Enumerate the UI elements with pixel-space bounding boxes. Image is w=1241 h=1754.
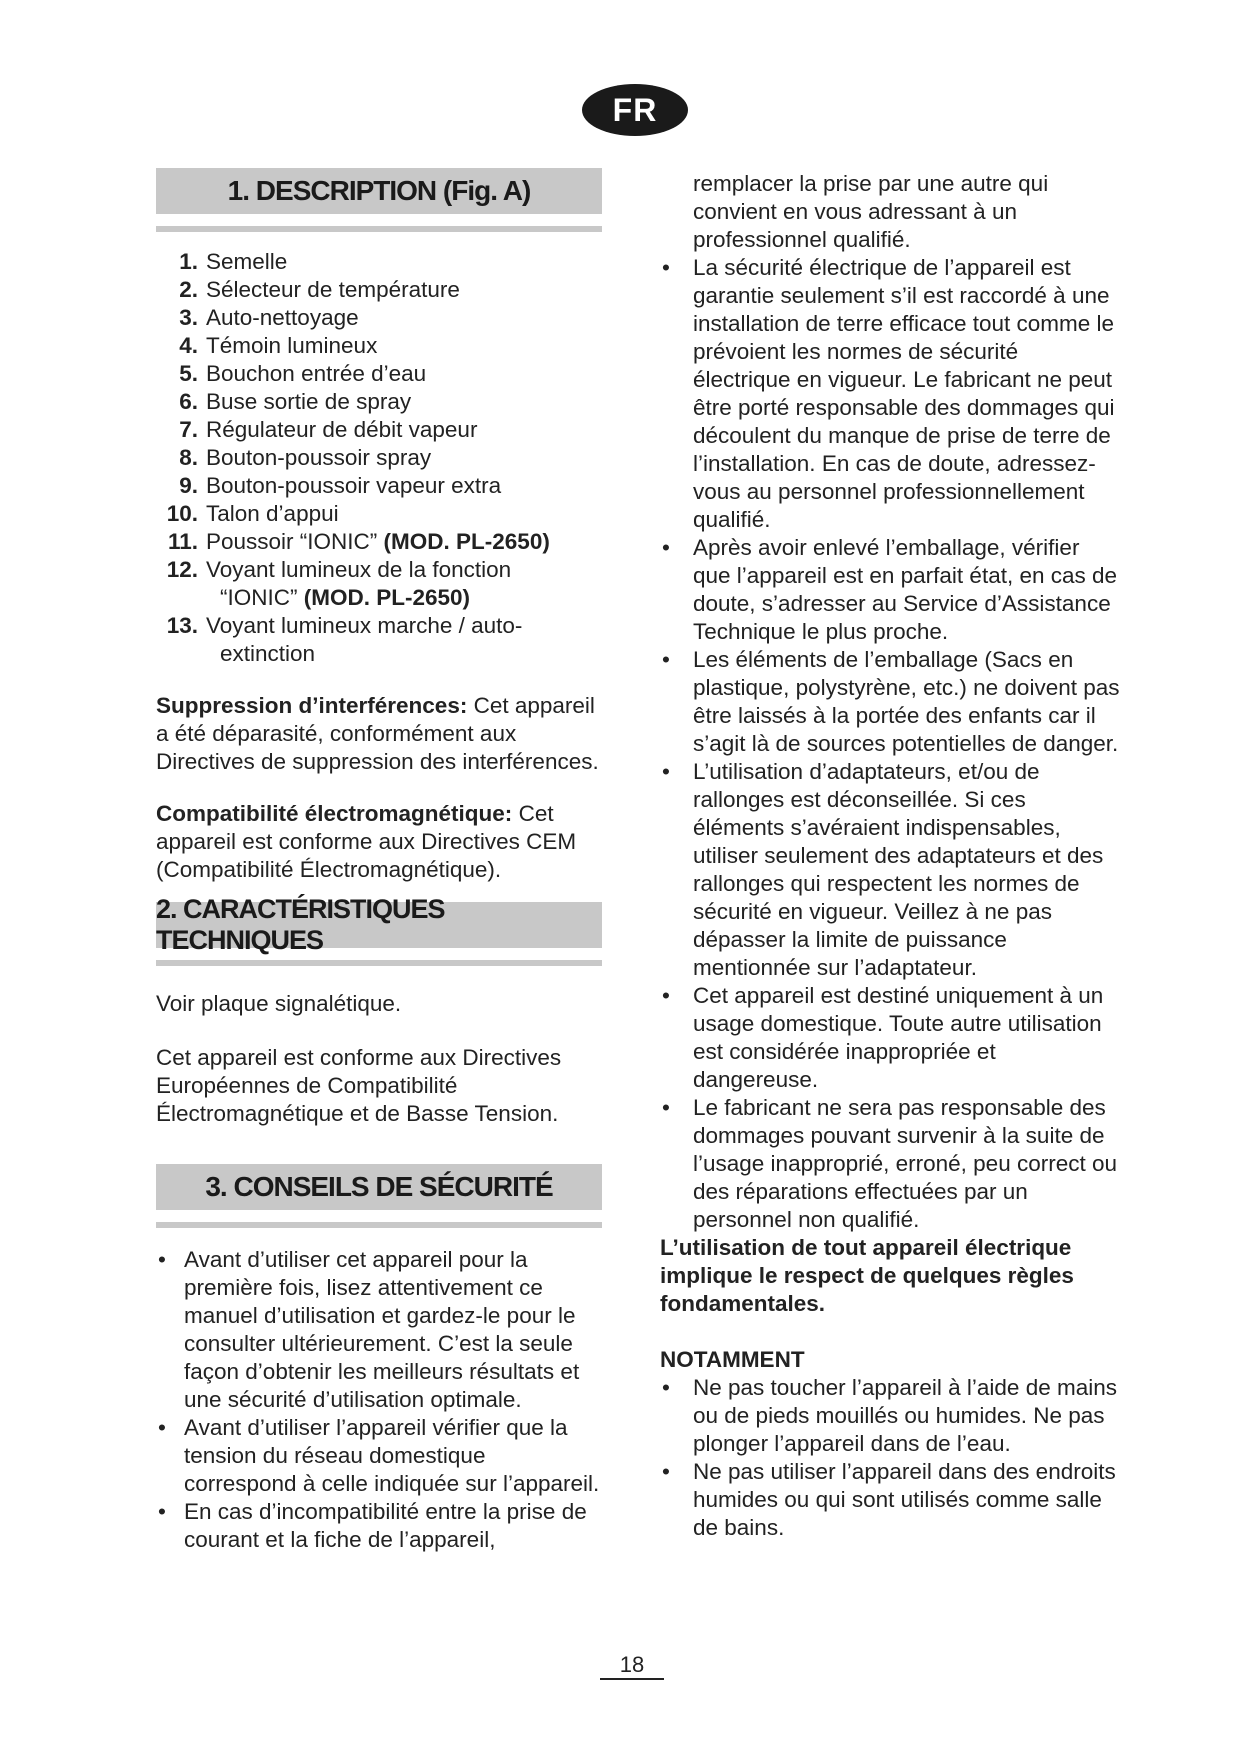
list-item: 9. Bouton-poussoir vapeur extra — [179, 473, 502, 498]
list-item: • Le fabricant ne sera pas responsable des dommages pouvant survenir à la suite de l’usage inapproprié, erroné, peu correct ou des réparations effectuées par un personnel non qualifié. — [660, 1094, 1120, 1234]
cem-label: Compatibilité électromagnétique: — [156, 801, 513, 826]
list-item-continuation: “IONIC” (MOD. PL-2650) — [220, 585, 471, 610]
section-1-title: 1. DESCRIPTION (Fig. A) — [156, 168, 602, 214]
list-item: • Ne pas toucher l’appareil à l’aide de mains ou de pieds mouillés ou humides. Ne pas plonger l’appareil dans de l’eau. — [660, 1374, 1120, 1458]
list-item: • Avant d’utiliser cet appareil pour la première fois, lisez attentivement ce manuel d’utilisation et gardez-le pour le consulter ultérieurement. C’est la seule façon d’obtenir les meilleurs résultats et une sécurité d’utilisation optimale. — [156, 1246, 602, 1414]
left-column — [156, 168, 602, 1554]
safety-bullets-right — [660, 254, 1120, 1234]
list-item: • La sécurité électrique de l’appareil est garantie seulement s’il est raccordé à une installation de terre efficace tout comme le prévoient les normes de sécurité électrique en vigueur. Le fabricant ne peut être porté responsable des dommages qui découlent du manque de prise de terre de l’installation. En cas de doute, adressez-vous au personnel professionnellement qualifié. — [660, 254, 1120, 534]
safety-bullets-left — [156, 1246, 602, 1554]
section-2-title: 2. CARACTÉRISTIQUES TECHNIQUES — [156, 902, 602, 948]
technical-p1: Voir plaque signalétique. — [156, 991, 402, 1016]
list-item: • Les éléments de l’emballage (Sacs en plastique, polystyrène, etc.) ne doivent pas être laissés à la portée des enfants car il s’agit là de sources potentielles de danger. — [660, 646, 1120, 758]
parts-list — [156, 248, 602, 668]
cem-paragraph: Compatibilité électromagnétique: Cet appareil est conforme aux Directives CEM (Compatibilité Électromagnétique). — [156, 801, 577, 882]
suppression-label: Suppression d’interférences: — [156, 693, 468, 718]
page-number: 18 — [600, 1652, 664, 1680]
list-item: 10. Talon d’appui — [166, 501, 339, 526]
notamment-bullets — [660, 1374, 1120, 1542]
notamment-heading: NOTAMMENT — [660, 1347, 805, 1372]
list-item: 13. Voyant lumineux marche / auto- — [166, 613, 523, 638]
list-item: 2. Sélecteur de température — [179, 277, 460, 302]
list-item: 4. Témoin lumineux — [179, 333, 378, 358]
list-item: 1. Semelle — [179, 249, 288, 274]
list-item: • Après avoir enlevé l’emballage, vérifier que l’appareil est en parfait état, en cas de doute, s’adresser au Service d’Assistance Technique le plus proche. — [660, 534, 1120, 646]
technical-p2: Cet appareil est conforme aux Directives Européennes de Compatibilité Électromagnétique et de Basse Tension. — [156, 1045, 562, 1126]
section-1-rule — [156, 226, 602, 232]
list-item: • Avant d’utiliser l’appareil vérifier que la tension du réseau domestique correspond à celle indiquée sur l’appareil. — [156, 1414, 602, 1498]
list-item: • Cet appareil est destiné uniquement à un usage domestique. Toute autre utilisation est considérée inappropriée et dangereuse. — [660, 982, 1120, 1094]
list-item-continuation: extinction — [220, 641, 316, 666]
section-3-rule — [156, 1222, 602, 1228]
rule-statement: L’utilisation de tout appareil électrique implique le respect de quelques règles fondamentales. — [660, 1235, 1074, 1316]
list-item: 6. Buse sortie de spray — [179, 389, 412, 414]
language-badge: FR — [582, 84, 688, 136]
right-column — [660, 168, 1120, 1542]
list-item: 3. Auto-nettoyage — [179, 305, 359, 330]
section-2-rule — [156, 960, 602, 966]
list-item: 5. Bouchon entrée d’eau — [179, 361, 427, 386]
section-3-title: 3. CONSEILS DE SÉCURITÉ — [156, 1164, 602, 1210]
suppression-paragraph: Suppression d’interférences: Cet appareil a été déparasité, conformément aux Directives de suppression des interférences. — [156, 693, 599, 774]
list-item: • En cas d’incompatibilité entre la prise de courant et la fiche de l’appareil, — [156, 1498, 602, 1554]
list-item: 11. Poussoir “IONIC” (MOD. PL-2650) — [167, 529, 550, 554]
list-item: 12. Voyant lumineux de la fonction — [166, 557, 512, 582]
list-item: 7. Régulateur de débit vapeur — [179, 417, 478, 442]
list-item: 8. Bouton-poussoir spray — [179, 445, 432, 470]
list-item: • Ne pas utiliser l’appareil dans des endroits humides ou qui sont utilisés comme salle de bains. — [660, 1458, 1120, 1542]
list-item: • L’utilisation d’adaptateurs, et/ou de rallonges est déconseillée. Si ces éléments s’avéraient indispensables, utiliser seulement des adaptateurs et des rallonges qui respectent les normes de sécurité en vigueur. Veillez à ne pas dépasser la limite de puissance mentionnée sur l’adaptateur. — [660, 758, 1120, 982]
bullet-continuation: remplacer la prise par une autre qui convient en vous adressant à un professionnel qualifié. — [693, 171, 1049, 252]
